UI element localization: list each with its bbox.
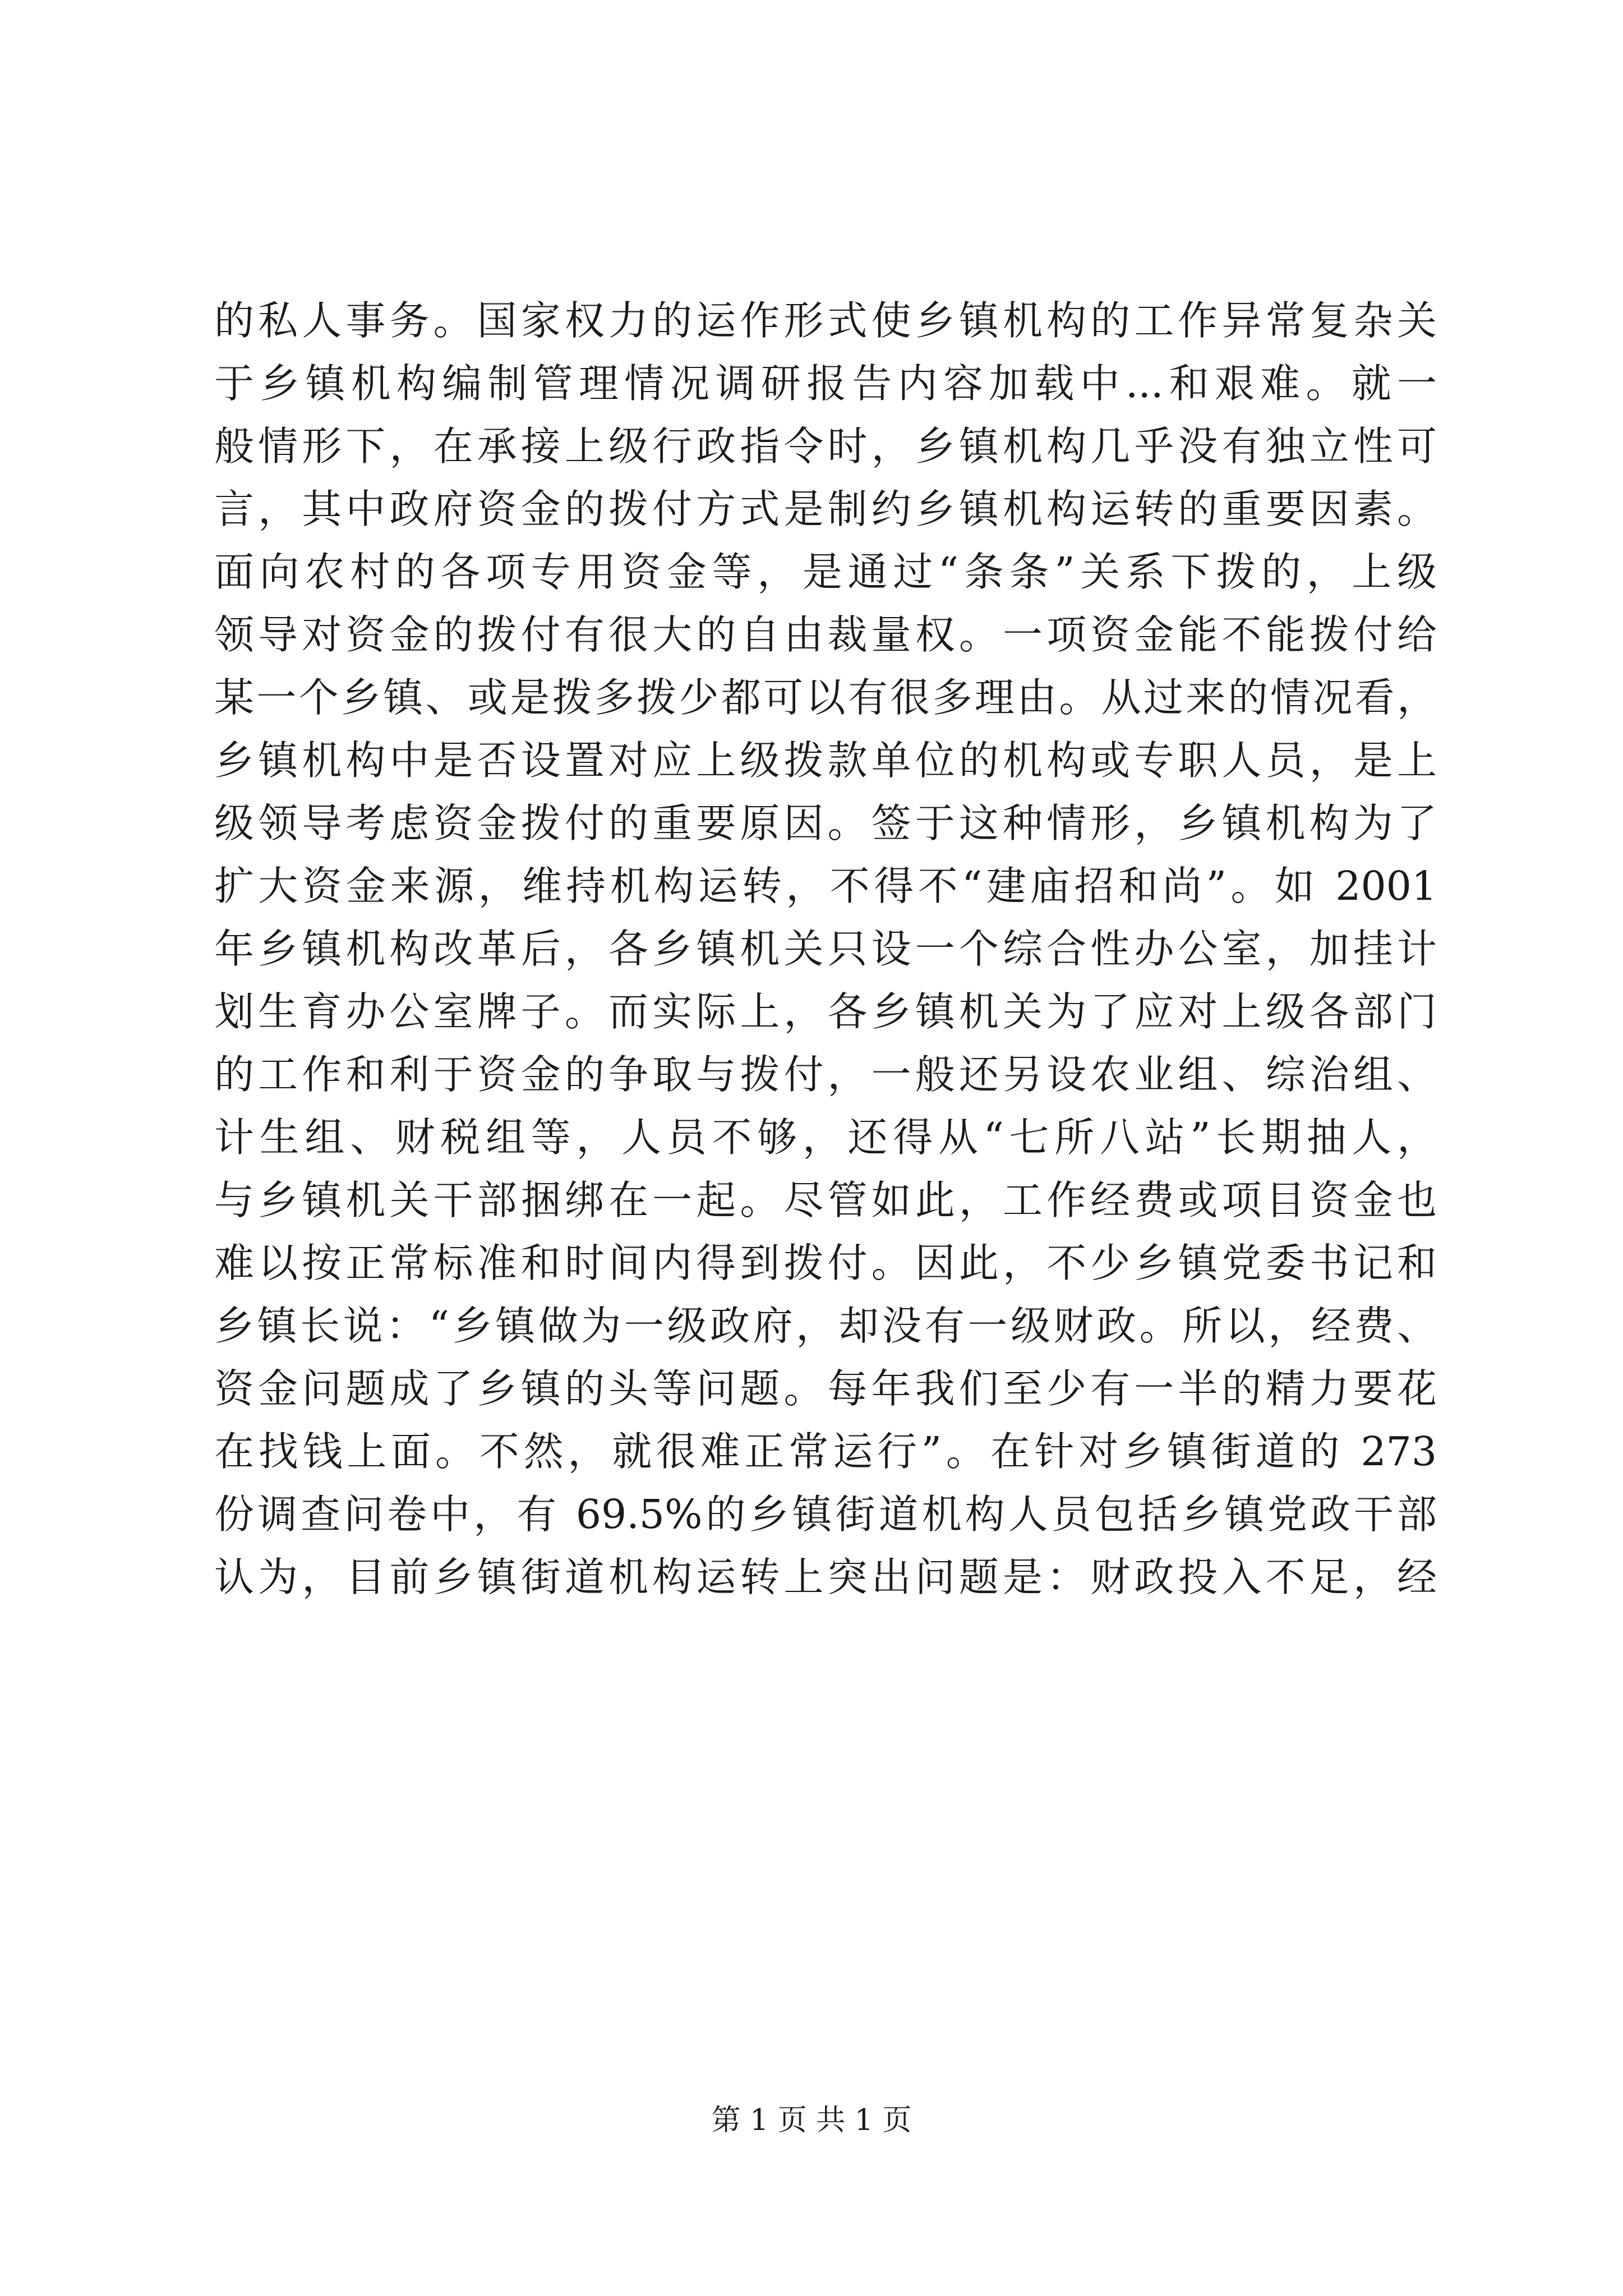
body-text — [214, 289, 1437, 1609]
text-line-14: 计生组、财税组等，人员不够，还得从“七所八站”长期抽人， — [214, 1114, 1437, 1161]
text-line-2: 于乡镇机构编制管理情况调研报告内容加载中...和艰难。就一 — [214, 360, 1437, 407]
text-line-15: 与乡镇机关干部捆绑在一起。尽管如此，工作经费或项目资金也 — [214, 1177, 1437, 1223]
text-line-9: 级领导考虑资金拨付的重要原因。签于这种情形，乡镇机构为了 — [214, 800, 1437, 846]
text-line-7: 某一个乡镇、或是拨多拨少都可以有很多理由。从过来的情况看， — [214, 674, 1437, 721]
text-line-13: 的工作和利于资金的争取与拨付，一般还另设农业组、综治组、 — [214, 1051, 1437, 1098]
text-line-11: 年乡镇机构改革后，各乡镇机关只设一个综合性办公室，加挂计 — [214, 926, 1437, 972]
text-line-18: 资金问题成了乡镇的头等问题。每年我们至少有一半的精力要花 — [214, 1365, 1437, 1412]
text-line-10: 扩大资金来源，维持机构运转，不得不“建庙招和尚”。如 2001 — [214, 863, 1437, 909]
text-line-3: 般情形下，在承接上级行政指令时，乡镇机构几乎没有独立性可 — [214, 423, 1437, 470]
text-line-4: 言，其中政府资金的拨付方式是制约乡镇机构运转的重要因素。 — [214, 486, 1437, 532]
text-line-21: 认为，目前乡镇街道机构运转上突出问题是：财政投入不足，经 — [214, 1554, 1437, 1600]
page-footer: 第 1 页 共 1 页 — [711, 2104, 912, 2137]
text-line-16: 难以按正常标准和时间内得到拨付。因此，不少乡镇党委书记和 — [214, 1240, 1437, 1286]
text-line-5: 面向农村的各项专用资金等，是通过“条条”关系下拨的，上级 — [214, 549, 1437, 595]
text-line-17: 乡镇长说：“乡镇做为一级政府，却没有一级财政。所以，经费、 — [214, 1303, 1437, 1349]
text-line-1: 的私人事务。国家权力的运作形式使乡镇机构的工作异常复杂关 — [214, 297, 1437, 344]
text-line-8: 乡镇机构中是否设置对应上级拨款单位的机构或专职人员，是上 — [214, 737, 1437, 784]
text-line-19: 在找钱上面。不然，就很难正常运行”。在针对乡镇街道的 273 — [214, 1428, 1437, 1475]
text-line-6: 领导对资金的拨付有很大的自由裁量权。一项资金能不能拨付给 — [214, 611, 1437, 658]
text-line-12: 划生育办公室牌子。而实际上，各乡镇机关为了应对上级各部门 — [214, 988, 1437, 1035]
text-line-20: 份调查问卷中，有 69.5%的乡镇街道机构人员包括乡镇党政干部 — [214, 1491, 1437, 1538]
